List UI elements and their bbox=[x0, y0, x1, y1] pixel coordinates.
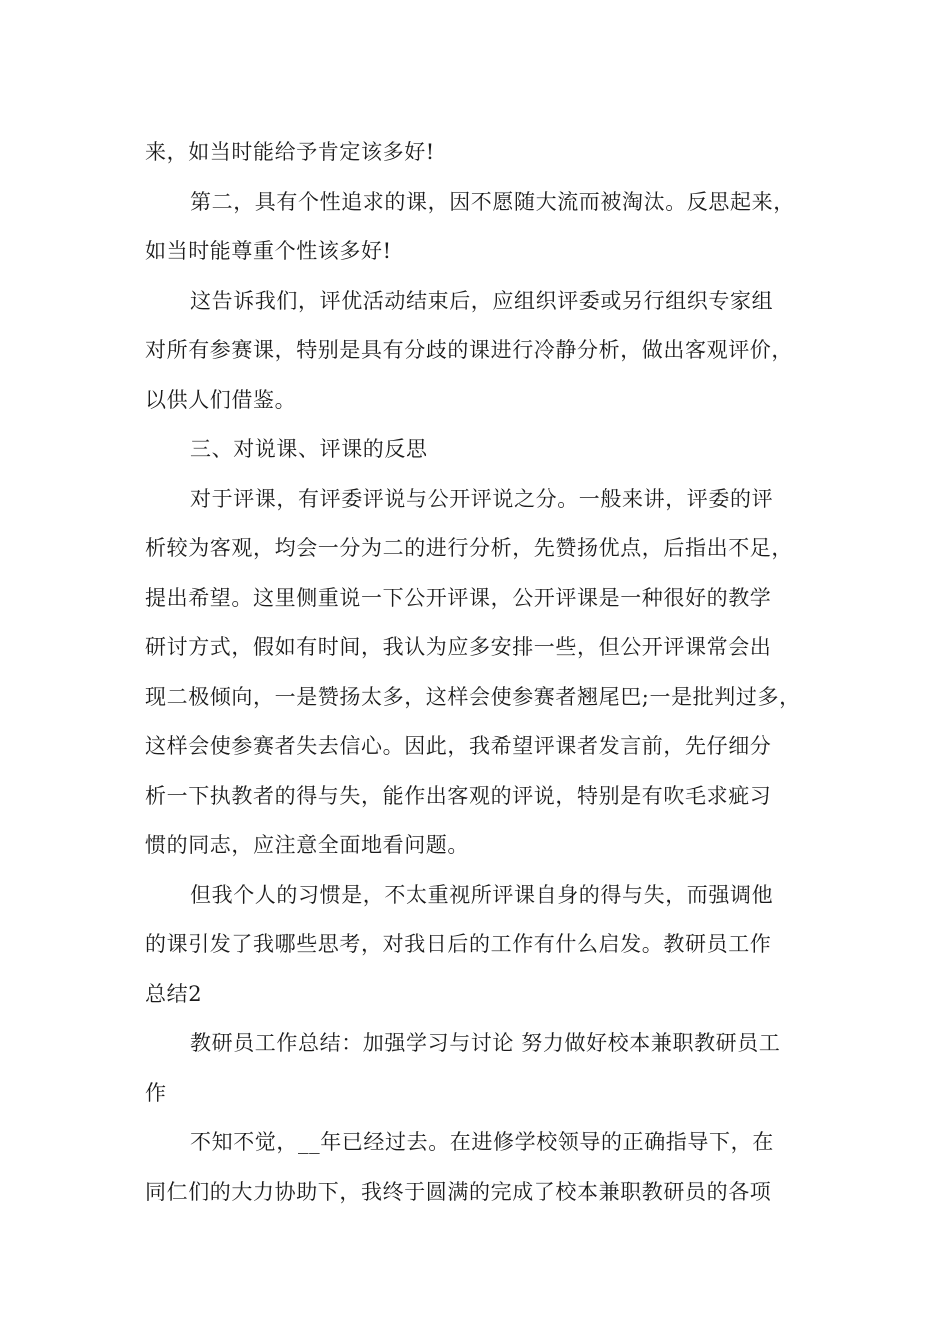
text-line: 对所有参赛课，特别是具有分歧的课进行冷静分析，做出客观评价， bbox=[145, 338, 793, 362]
text-line: 总结2 bbox=[145, 981, 203, 1006]
text-line: 的课引发了我哪些思考，对我日后的工作有什么启发。教研员工作 bbox=[145, 932, 772, 956]
text-line: 如当时能尊重个性该多好! bbox=[145, 239, 392, 263]
text-line: 析较为客观，均会一分为二的进行分析，先赞扬优点，后指出不足， bbox=[145, 536, 793, 560]
text-line: 不知不觉，__年已经过去。在进修学校领导的正确指导下，在 bbox=[190, 1130, 774, 1154]
text-line: 同仁们的大力协助下，我终于圆满的完成了校本兼职教研员的各项 bbox=[145, 1179, 772, 1204]
text-line: 提出希望。这里侧重说一下公开评课，公开评课是一种很好的教学 bbox=[145, 585, 772, 610]
text-line: 作 bbox=[145, 1080, 167, 1105]
text-line: 教研员工作总结：加强学习与讨论 努力做好校本兼职教研员工 bbox=[190, 1031, 781, 1055]
document-body bbox=[145, 128, 810, 1217]
text-line: 析一下执教者的得与失，能作出客观的评说，特别是有吹毛求疵习 bbox=[145, 783, 772, 808]
text-line: 但我个人的习惯是，不太重视所评课自身的得与失，而强调他 bbox=[190, 882, 774, 907]
text-line: 第二，具有个性追求的课，因不愿随大流而被淘汰。反思起来， bbox=[190, 189, 795, 214]
text-line: 惯的同志，应注意全面地看问题。 bbox=[145, 833, 469, 857]
text-line: 研讨方式，假如有时间，我认为应多安排一些，但公开评课常会出 bbox=[145, 635, 772, 659]
text-line: 对于评课，有评委评说与公开评说之分。一般来讲，评委的评 bbox=[190, 486, 774, 511]
section-heading: 三、对说课、评课的反思 bbox=[190, 437, 428, 461]
text-line: 现二极倾向，一是赞扬太多，这样会使参赛者翘尾巴;一是批判过多， bbox=[145, 684, 801, 709]
text-line: 这样会使参赛者失去信心。因此，我希望评课者发言前，先仔细分 bbox=[145, 734, 772, 758]
text-line: 以供人们借鉴。 bbox=[145, 387, 297, 412]
text-line: 来，如当时能给予肯定该多好! bbox=[145, 140, 435, 164]
text-line: 这告诉我们，评优活动结束后，应组织评委或另行组织专家组 bbox=[190, 288, 774, 313]
